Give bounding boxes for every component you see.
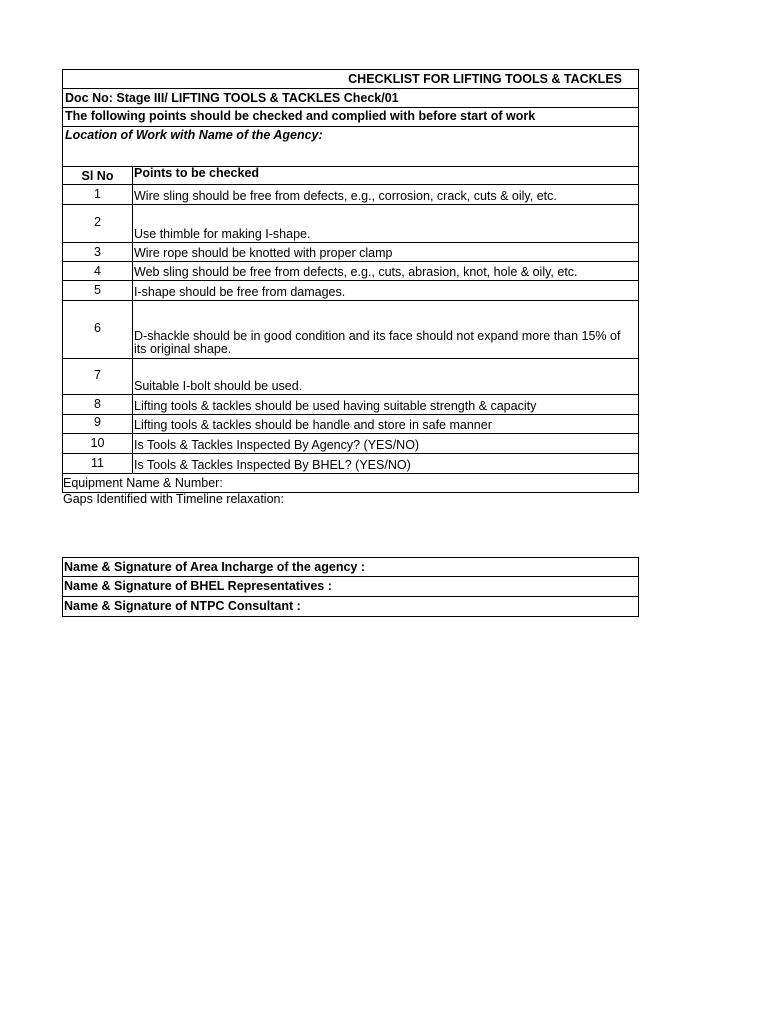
header-sl: Sl No: [81, 169, 114, 183]
sl-number: 6: [94, 321, 101, 335]
sl-number: 11: [91, 456, 104, 470]
location-row: [62, 127, 639, 166]
page-title: CHECKLIST FOR LIFTING TOOLS & TACKLES: [348, 72, 622, 86]
bhel-signature-label: Name & Signature of BHEL Representatives :: [64, 579, 332, 593]
point-text: Wire rope should be knotted with proper clamp: [134, 246, 393, 260]
checklist-sheet: [62, 69, 639, 617]
signature-row-area-incharge: [62, 558, 639, 577]
point-text: Web sling should be free from defects, e.g., cuts, abrasion, knot, hole & oily, etc.: [134, 265, 578, 279]
equipment-label: Equipment Name & Number:: [63, 476, 223, 490]
sl-number: 1: [94, 187, 101, 201]
table-row: [62, 454, 639, 474]
header-sl-cell: [63, 167, 133, 184]
point-text: Wire sling should be free from defects, e.g., corrosion, crack, cuts & oily, etc.: [134, 189, 557, 203]
table-header-row: [62, 166, 639, 185]
table-row: [62, 434, 639, 454]
point-text: I-shape should be free from damages.: [134, 285, 346, 299]
sl-number: 2: [94, 215, 101, 229]
signature-row-bhel: [62, 577, 639, 597]
point-text: Lifting tools & tackles should be handle and store in safe manner: [134, 418, 492, 432]
table-row: [62, 281, 639, 301]
sl-number: 10: [90, 436, 105, 450]
area-incharge-signature-label: Name & Signature of Area Incharge of the agency :: [64, 560, 365, 574]
title-row: [62, 69, 639, 89]
point-text: Lifting tools & tackles should be used having suitable strength & capacity: [134, 399, 537, 413]
gaps-label: Gaps Identified with Timeline relaxation:: [63, 492, 284, 506]
sl-number: 5: [94, 283, 101, 297]
instruction-text: The following points should be checked and complied with before start of work: [65, 109, 536, 123]
sl-number: 3: [94, 245, 101, 259]
gaps-row: [62, 493, 639, 558]
point-text: D-shackle should be in good condition and its face should not expand more than 15% of its original shape.: [134, 329, 621, 356]
table-row: [62, 262, 639, 281]
sl-number: 9: [94, 415, 101, 429]
sl-number: 7: [94, 368, 101, 382]
point-text: Suitable I-bolt should be used.: [134, 379, 303, 393]
table-row: [62, 301, 639, 359]
header-points: Points to be checked: [134, 166, 260, 180]
point-text: Use thimble for making I-shape.: [134, 227, 311, 241]
point-text: Is Tools & Tackles Inspected By BHEL? (YES/NO): [134, 458, 411, 472]
ntpc-signature-label: Name & Signature of NTPC Consultant :: [64, 599, 301, 613]
doc-no-row: [62, 89, 639, 108]
table-row: [62, 185, 639, 205]
sl-number: 4: [94, 264, 101, 278]
table-row: [62, 359, 639, 395]
header-points-cell: [133, 167, 638, 184]
table-row: [62, 415, 639, 434]
doc-no: Doc No: Stage III/ LIFTING TOOLS & TACKLES Check/01: [65, 91, 399, 105]
table-row: [62, 205, 639, 243]
table-row: [62, 243, 639, 262]
point-text: Is Tools & Tackles Inspected By Agency? (YES/NO): [134, 438, 420, 452]
sl-number: 8: [94, 397, 101, 411]
instruction-row: [62, 108, 639, 127]
signature-row-ntpc: [62, 597, 639, 617]
equipment-row: [62, 474, 639, 493]
table-row: [62, 395, 639, 415]
location-label: Location of Work with Name of the Agency:: [65, 128, 323, 142]
